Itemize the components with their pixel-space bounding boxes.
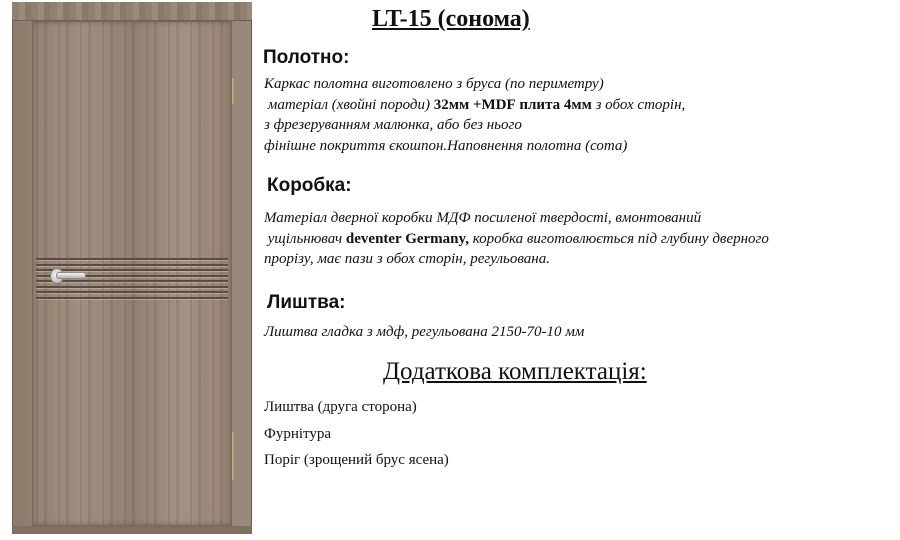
door-groove <box>36 280 228 282</box>
leaf-line-3: з фрезеруванням малюнка, або без нього <box>264 117 522 133</box>
extras-item: Фурнітура <box>264 426 332 442</box>
casing-description: Лиштва гладка з мдф, регульована 2150-70-10 мм <box>264 324 585 340</box>
casing-heading: Лиштва: <box>267 292 346 313</box>
door-groove <box>36 286 228 288</box>
frame-line-2: ущільнювач deventer Germany, коробка виготовлюється під глубину дверного <box>264 230 769 247</box>
hinge-bottom-icon <box>232 454 235 480</box>
frame-line-1: Матеріал дверної коробки МДФ посиленої твердості, вмонтований <box>264 210 702 226</box>
frame-line-3: прорізу, має пази з обох сторін, регульована. <box>264 251 550 267</box>
extras-title: Додаткова комплектація: <box>383 358 647 385</box>
extras-item: Поріг (зрощений брус ясена) <box>264 452 449 468</box>
extras-item: Лиштва (друга сторона) <box>264 399 417 415</box>
frame-heading: Коробка: <box>267 175 352 196</box>
leaf-heading: Полотно: <box>263 47 350 68</box>
door-frame-header <box>12 2 252 21</box>
door-threshold <box>12 526 252 534</box>
door-groove <box>36 269 228 271</box>
door-groove <box>36 258 228 260</box>
door-groove <box>36 297 228 299</box>
door-groove <box>36 264 228 266</box>
leaf-description <box>264 74 685 156</box>
lever-handle-icon <box>56 272 86 279</box>
seal-brand: deventer Germany, <box>345 230 469 247</box>
leaf-line-4: фінішне покриття єкошпон.Наповнення полотна (сота) <box>264 137 628 154</box>
hinge-top-icon <box>232 78 235 104</box>
leaf-line-1: Каркас полотна виготовлено з бруса (по периметру) <box>264 76 604 92</box>
product-title: LT-15 (сонома) <box>372 6 530 32</box>
leaf-line-2: матеріал (хвойні породи) 32мм +MDF плита 4мм з обох сторін, <box>264 96 686 113</box>
leaf-board: плита 4мм <box>519 96 592 113</box>
frame-description <box>264 208 769 270</box>
door-groove <box>36 291 228 293</box>
door-illustration <box>12 2 252 534</box>
leaf-thickness: 32мм +MDF <box>433 96 516 113</box>
decorative-grooves <box>36 258 228 302</box>
